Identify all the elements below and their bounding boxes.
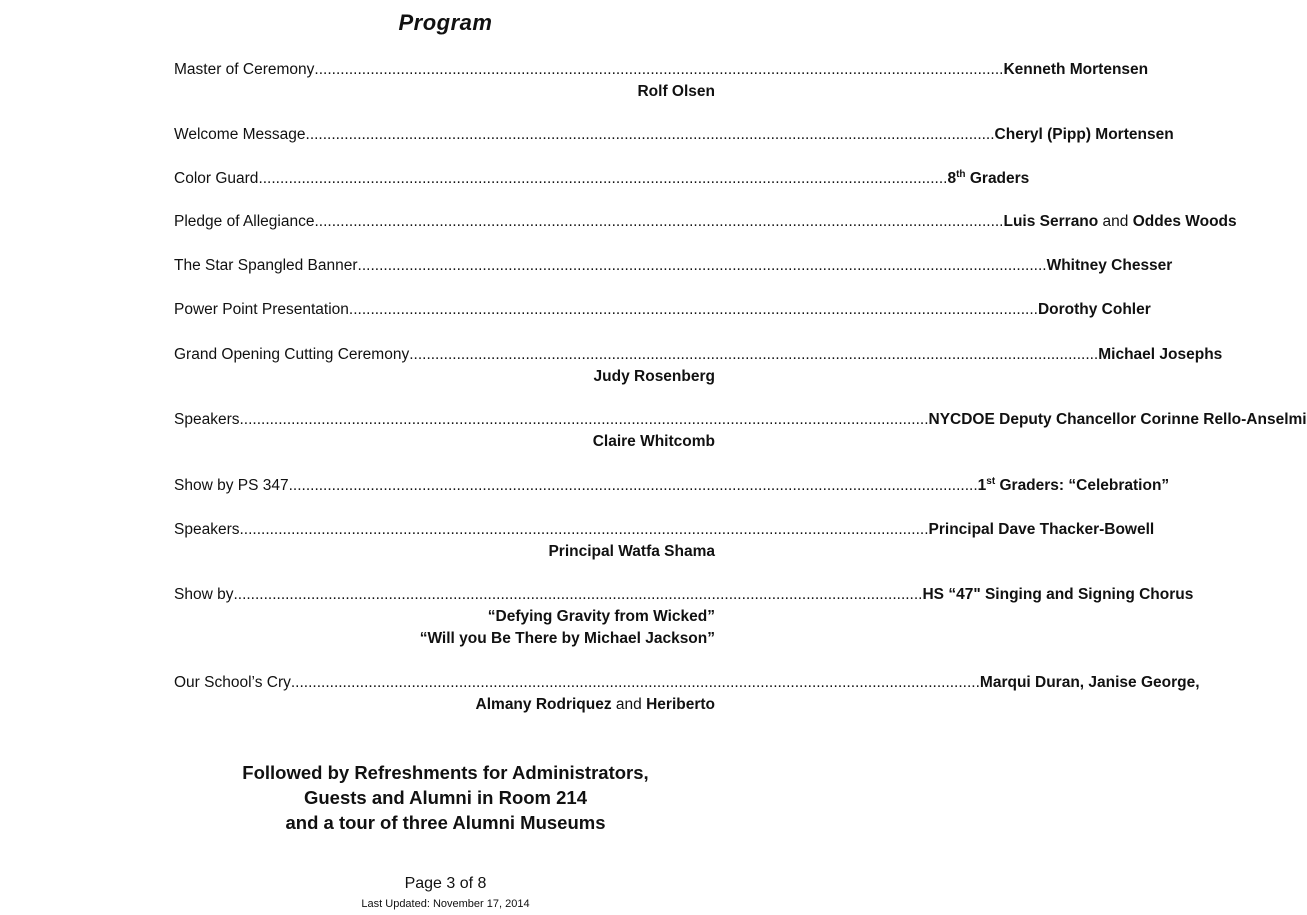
performer-name: Luis Serrano	[1003, 213, 1099, 230]
page-number: Page 3 of 8	[404, 875, 487, 892]
entry-value: HS “47" Singing and Signing Chorus	[922, 586, 1194, 603]
conjunction: and	[1098, 213, 1133, 230]
program-entry-master-of-ceremony	[174, 59, 1149, 103]
leader-dots: ................................................................................................................................................................	[239, 521, 929, 538]
entry-value: Dorothy Cohler	[1037, 301, 1151, 318]
entry-label: Our School’s Cry	[174, 674, 291, 691]
entry-value-line: Claire Whitcomb	[592, 433, 715, 450]
entry-label: The Star Spangled Banner	[174, 257, 358, 274]
entry-value: NYCDOE Deputy Chancellor Corinne Rello-Anselmi	[928, 411, 1307, 428]
entry-value: Marqui Duran, Janise George,	[979, 674, 1200, 691]
entry-value-line: Rolf Olsen	[637, 83, 715, 100]
program-entry-pledge	[174, 211, 1237, 233]
entry-value-line	[174, 694, 715, 716]
entry-label: Master of Ceremony	[174, 61, 315, 78]
ordinal-suffix: st	[986, 475, 996, 487]
entry-label: Speakers	[174, 411, 240, 428]
entry-value	[978, 475, 1170, 497]
entry-label: Show by PS 347	[174, 477, 289, 494]
performer-name: Almany Rodriquez	[475, 696, 612, 713]
entry-value-line: “Defying Gravity from Wicked”	[487, 608, 715, 625]
closing-line: Guests and Alumni in Room 214	[303, 787, 588, 808]
leader-dots: ................................................................................................................................................................	[348, 301, 1038, 318]
entry-label: Welcome Message	[174, 126, 306, 143]
entry-value-line: “Will you Be There by Michael Jackson”	[419, 630, 715, 647]
grade-text: Graders	[965, 170, 1030, 187]
program-entry-show-hs47	[174, 584, 1194, 650]
entry-label: Grand Opening Cutting Ceremony	[174, 346, 410, 363]
entry-label: Power Point Presentation	[174, 301, 349, 318]
grade-text: Graders: “Celebration”	[995, 477, 1170, 494]
program-entry-star-spangled-banner	[174, 255, 1173, 277]
entry-value: Whitney Chesser	[1046, 257, 1173, 274]
program-entry-school-cry	[174, 672, 1200, 716]
leader-dots: ................................................................................................................................................................	[258, 170, 948, 187]
program-entry-speakers-1	[174, 409, 1307, 453]
ordinal-suffix: th	[956, 168, 966, 180]
program-entry-speakers-2	[174, 519, 1155, 563]
entry-label: Pledge of Allegiance	[174, 213, 315, 230]
performer-name: Oddes Woods	[1132, 213, 1237, 230]
entry-label: Show by	[174, 586, 234, 603]
closing-note	[0, 760, 891, 835]
leader-dots: ................................................................................................................................................................	[239, 411, 929, 428]
closing-line: Followed by Refreshments for Administrators,	[242, 762, 649, 783]
leader-dots: ................................................................................................................................................................	[290, 674, 980, 691]
grade-number: 8	[947, 170, 957, 187]
grade-number: 1	[977, 477, 987, 494]
last-updated: Last Updated: November 17, 2014	[361, 898, 530, 910]
program-entry-color-guard	[174, 168, 1030, 190]
entry-value-line: Judy Rosenberg	[593, 368, 715, 385]
leader-dots: ................................................................................................................................................................	[409, 346, 1099, 363]
leader-dots: ................................................................................................................................................................	[314, 61, 1004, 78]
leader-dots: ................................................................................................................................................................	[233, 586, 923, 603]
entry-value	[1004, 211, 1237, 233]
entry-value: Kenneth Mortensen	[1003, 61, 1149, 78]
program-entry-power-point	[174, 299, 1151, 321]
leader-dots: ................................................................................................................................................................	[288, 477, 978, 494]
entry-label: Color Guard	[174, 170, 259, 187]
program-entry-grand-opening	[174, 344, 1223, 388]
leader-dots: ................................................................................................................................................................	[357, 257, 1047, 274]
conjunction: and	[611, 696, 647, 713]
page-title: Program	[398, 10, 493, 35]
performer-name: Heriberto	[646, 696, 715, 713]
leader-dots: ................................................................................................................................................................	[314, 213, 1004, 230]
entry-value-line: Principal Watfa Shama	[548, 543, 715, 560]
leader-dots: ................................................................................................................................................................	[305, 126, 995, 143]
entry-value	[947, 168, 1029, 190]
entry-value: Principal Dave Thacker-Bowell	[928, 521, 1155, 538]
closing-line: and a tour of three Alumni Museums	[285, 812, 606, 833]
entry-value: Michael Josephs	[1098, 346, 1223, 363]
entry-value: Cheryl (Pipp) Mortensen	[994, 126, 1174, 143]
program-entry-show-ps347	[174, 475, 1170, 497]
program-entry-welcome-message	[174, 124, 1174, 146]
entry-label: Speakers	[174, 521, 240, 538]
